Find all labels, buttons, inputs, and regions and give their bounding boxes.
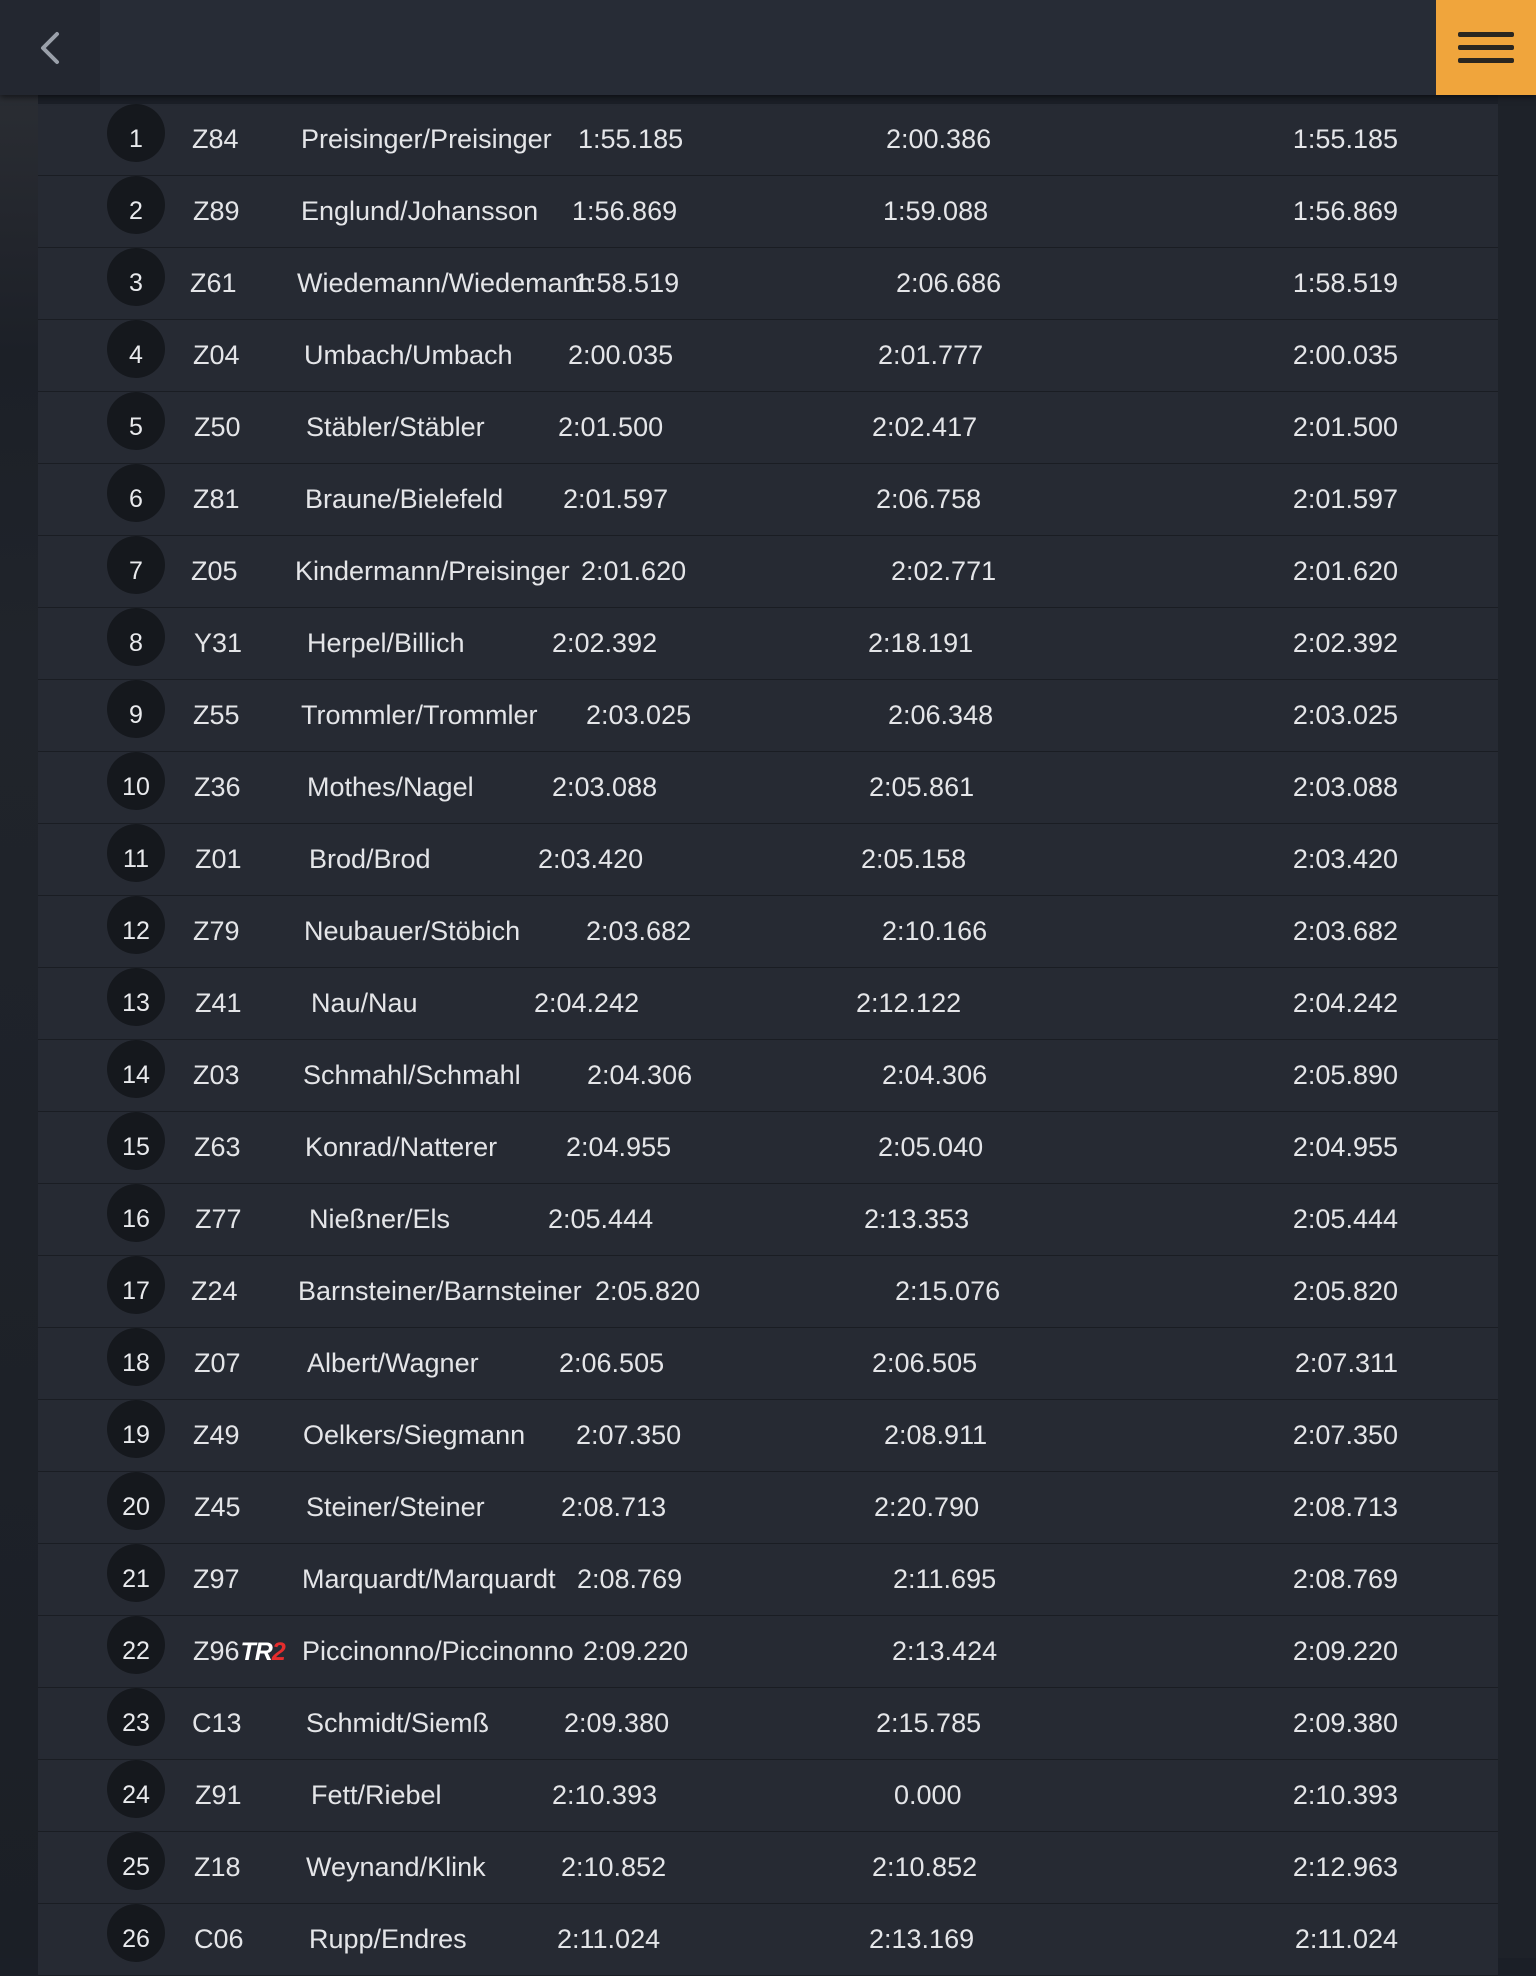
car-number	[190, 248, 237, 319]
driver-names: Albert/Wagner	[307, 1348, 479, 1378]
best-lap-time: 2:00.035	[1292, 340, 1398, 370]
chevron-left-icon	[37, 30, 63, 66]
menu-button[interactable]	[1436, 0, 1536, 95]
driver-names: Stäbler/Stäbler	[306, 412, 485, 442]
best-lap-time: 2:05.444	[1292, 1204, 1398, 1234]
position-badge: 18	[107, 1328, 165, 1386]
lap-time-2: 2:20.790	[874, 1492, 980, 1522]
table-row[interactable]	[38, 1760, 1498, 1832]
lap-time-1: 2:02.392	[552, 628, 658, 658]
car-number-text: C06	[194, 1924, 244, 1954]
driver-names: Herpel/Billich	[307, 628, 465, 658]
best-lap-time: 2:05.820	[1292, 1276, 1398, 1306]
best-lap-time: 2:01.620	[1292, 556, 1398, 586]
lap-time-1: 1:58.519	[574, 268, 680, 298]
car-number-text: Z96	[193, 1636, 240, 1666]
best-lap-time: 2:04.955	[1292, 1132, 1398, 1162]
position-badge: 21	[107, 1544, 165, 1602]
lap-time-2: 2:06.348	[888, 700, 994, 730]
car-number-text: Z24	[191, 1276, 238, 1306]
table-row[interactable]	[38, 824, 1498, 896]
car-number-text: Z03	[193, 1060, 240, 1090]
position-badge: 20	[107, 1472, 165, 1530]
table-row[interactable]	[38, 536, 1498, 608]
position-badge: 25	[107, 1832, 165, 1890]
car-number-text: Z05	[191, 556, 238, 586]
car-number	[193, 896, 240, 967]
lap-time-1: 2:10.852	[561, 1852, 667, 1882]
best-lap-time: 2:02.392	[1292, 628, 1398, 658]
car-number	[194, 1472, 241, 1543]
lap-time-2: 2:01.777	[878, 340, 984, 370]
lap-time-2: 2:08.911	[884, 1420, 988, 1450]
lap-time-2: 2:04.306	[882, 1060, 988, 1090]
lap-time-1: 2:04.242	[534, 988, 640, 1018]
table-row[interactable]	[38, 176, 1498, 248]
driver-names: Marquardt/Marquardt	[302, 1564, 556, 1594]
driver-names: Steiner/Steiner	[306, 1492, 485, 1522]
driver-names: Brod/Brod	[309, 844, 431, 874]
driver-names: Umbach/Umbach	[304, 340, 513, 370]
best-lap-time: 2:03.420	[1292, 844, 1398, 874]
driver-names: Piccinonno/Piccinonno	[302, 1636, 574, 1666]
position-badge: 24	[107, 1760, 165, 1818]
lap-time-2: 2:15.785	[876, 1708, 982, 1738]
driver-names: Englund/Johansson	[301, 196, 539, 226]
lap-time-1: 2:00.035	[568, 340, 674, 370]
lap-time-1: 2:03.088	[552, 772, 658, 802]
background-right	[1498, 95, 1536, 1958]
position-badge: 22	[107, 1616, 165, 1674]
best-lap-time: 1:55.185	[1292, 124, 1398, 154]
lap-time-2: 2:10.166	[882, 916, 988, 946]
position-badge: 15	[107, 1112, 165, 1170]
driver-names: Wiedemann/Wiedemann	[297, 268, 593, 298]
car-number	[192, 104, 239, 175]
driver-names: Weynand/Klink	[306, 1852, 486, 1882]
position-badge: 14	[107, 1040, 165, 1098]
driver-names: Trommler/Trommler	[301, 700, 538, 730]
position-badge: 4	[107, 320, 165, 378]
lap-time-2: 2:02.771	[891, 556, 997, 586]
lap-time-1: 2:08.769	[577, 1564, 683, 1594]
car-number	[195, 824, 242, 895]
table-row[interactable]	[38, 1616, 1498, 1688]
position-badge: 12	[107, 896, 165, 954]
lap-time-2: 2:10.852	[872, 1852, 978, 1882]
position-badge: 6	[107, 464, 165, 522]
car-number	[193, 320, 240, 391]
car-number-text: Z41	[195, 988, 242, 1018]
best-lap-time: 2:07.311	[1294, 1348, 1398, 1378]
lap-time-2: 0.000	[894, 1780, 962, 1810]
car-number-text: Z84	[192, 124, 239, 154]
lap-time-1: 1:55.185	[578, 124, 684, 154]
car-number-text: Z81	[193, 484, 240, 514]
car-number	[193, 1040, 240, 1111]
lap-time-1: 2:04.306	[587, 1060, 693, 1090]
best-lap-time: 2:07.350	[1292, 1420, 1398, 1450]
position-badge: 3	[107, 248, 165, 306]
lap-time-2: 2:06.758	[876, 484, 982, 514]
car-number	[193, 176, 240, 247]
car-number	[192, 1688, 242, 1759]
car-number-text: Z61	[190, 268, 237, 298]
position-badge: 19	[107, 1400, 165, 1458]
best-lap-time: 2:09.220	[1292, 1636, 1398, 1666]
car-number	[194, 1328, 241, 1399]
driver-names: Konrad/Natterer	[305, 1132, 498, 1162]
lap-time-2: 2:00.386	[886, 124, 992, 154]
team-logo-letters: TR	[240, 1638, 272, 1666]
car-number-text: Z55	[193, 700, 240, 730]
position-badge: 7	[107, 536, 165, 594]
best-lap-time: 2:08.769	[1292, 1564, 1398, 1594]
hamburger-menu-icon	[1458, 30, 1514, 66]
back-button[interactable]	[0, 0, 100, 95]
best-lap-time: 2:05.890	[1292, 1060, 1398, 1090]
lap-time-1: 2:05.820	[595, 1276, 701, 1306]
best-lap-time: 2:03.682	[1292, 916, 1398, 946]
driver-names: Neubauer/Stöbich	[304, 916, 521, 946]
lap-time-1: 2:03.420	[538, 844, 644, 874]
car-number-text: Z01	[195, 844, 242, 874]
lap-time-1: 1:56.869	[572, 196, 678, 226]
lap-time-1: 2:03.025	[586, 700, 692, 730]
lap-time-2: 2:06.505	[872, 1348, 978, 1378]
table-row[interactable]	[38, 680, 1498, 752]
driver-names: Kindermann/Preisinger	[295, 556, 570, 586]
position-badge: 23	[107, 1688, 165, 1746]
driver-names: Rupp/Endres	[309, 1924, 467, 1954]
car-number-text: Z36	[194, 772, 241, 802]
car-number	[194, 1832, 241, 1903]
lap-time-1: 2:01.500	[558, 412, 664, 442]
driver-names: Schmahl/Schmahl	[303, 1060, 521, 1090]
position-badge: 2	[107, 176, 165, 234]
car-number	[194, 1904, 244, 1975]
position-badge: 9	[107, 680, 165, 738]
background-left	[0, 95, 38, 1958]
table-row[interactable]	[38, 248, 1498, 320]
car-number-text: Z91	[195, 1780, 242, 1810]
table-row[interactable]	[38, 608, 1498, 680]
car-number	[195, 1184, 242, 1255]
lap-time-1: 2:04.955	[566, 1132, 672, 1162]
table-row[interactable]	[38, 1544, 1498, 1616]
lap-time-1: 2:08.713	[561, 1492, 667, 1522]
position-badge: 26	[107, 1904, 165, 1962]
table-row[interactable]	[38, 1256, 1498, 1328]
results-list	[38, 104, 1498, 1976]
position-badge: 1	[107, 104, 165, 162]
top-bar	[0, 0, 1536, 95]
lap-time-2: 2:02.417	[872, 412, 978, 442]
table-row[interactable]	[38, 1328, 1498, 1400]
best-lap-time: 2:01.597	[1292, 484, 1398, 514]
lap-time-2: 2:12.122	[856, 988, 962, 1018]
best-lap-time: 2:03.025	[1292, 700, 1398, 730]
car-number	[191, 1256, 238, 1327]
position-badge: 11	[107, 824, 165, 882]
car-number-text: Z07	[194, 1348, 241, 1378]
car-number-text: C13	[192, 1708, 242, 1738]
car-number-text: Z77	[195, 1204, 242, 1234]
lap-time-1: 2:09.380	[564, 1708, 670, 1738]
driver-names: Oelkers/Siegmann	[303, 1420, 526, 1450]
position-badge: 8	[107, 608, 165, 666]
lap-time-1: 2:05.444	[548, 1204, 654, 1234]
car-number	[193, 680, 240, 751]
lap-time-1: 2:06.505	[559, 1348, 665, 1378]
car-number-text: Z50	[194, 412, 241, 442]
table-row[interactable]	[38, 1832, 1498, 1904]
lap-time-1: 2:07.350	[576, 1420, 682, 1450]
table-row[interactable]	[38, 1904, 1498, 1976]
car-number-text: Z97	[193, 1564, 240, 1594]
best-lap-time: 2:12.963	[1292, 1852, 1398, 1882]
table-row[interactable]	[38, 1472, 1498, 1544]
lap-time-1: 2:11.024	[557, 1924, 661, 1954]
driver-names: Barnsteiner/Barnsteiner	[298, 1276, 582, 1306]
best-lap-time: 2:03.088	[1292, 772, 1398, 802]
lap-time-1: 2:03.682	[586, 916, 692, 946]
car-number-text: Z79	[193, 916, 240, 946]
car-number-text: Z89	[193, 196, 240, 226]
driver-names: Nießner/Els	[309, 1204, 451, 1234]
best-lap-time: 2:04.242	[1292, 988, 1398, 1018]
lap-time-2: 2:13.353	[864, 1204, 970, 1234]
best-lap-time: 2:08.713	[1292, 1492, 1398, 1522]
table-row[interactable]	[38, 1040, 1498, 1112]
car-number	[194, 1112, 241, 1183]
car-number	[193, 1544, 240, 1615]
driver-names: Schmidt/Siemß	[306, 1708, 490, 1738]
driver-names: Preisinger/Preisinger	[301, 124, 552, 154]
car-number-text: Y31	[194, 628, 243, 658]
lap-time-1: 2:01.597	[563, 484, 669, 514]
car-number	[193, 1400, 240, 1471]
lap-time-2: 2:05.158	[861, 844, 967, 874]
table-row[interactable]	[38, 1688, 1498, 1760]
best-lap-time: 2:10.393	[1292, 1780, 1398, 1810]
lap-time-2: 2:13.424	[892, 1636, 998, 1666]
car-number	[194, 392, 241, 463]
car-number-text: Z18	[194, 1852, 241, 1882]
best-lap-time: 2:01.500	[1292, 412, 1398, 442]
best-lap-time: 2:09.380	[1292, 1708, 1398, 1738]
table-row[interactable]	[38, 968, 1498, 1040]
car-number	[195, 1760, 242, 1831]
lap-time-2: 2:05.861	[869, 772, 975, 802]
car-number-text: Z04	[193, 340, 240, 370]
driver-names: Mothes/Nagel	[307, 772, 474, 802]
best-lap-time: 1:58.519	[1292, 268, 1398, 298]
table-row[interactable]	[38, 392, 1498, 464]
team-logo	[241, 1617, 285, 1688]
car-number	[194, 752, 241, 823]
lap-time-2: 2:18.191	[868, 628, 974, 658]
lap-time-2: 2:11.695	[893, 1564, 997, 1594]
table-row[interactable]	[38, 1112, 1498, 1184]
position-badge: 10	[107, 752, 165, 810]
best-lap-time: 2:11.024	[1294, 1924, 1398, 1954]
car-number	[193, 1616, 285, 1688]
car-number	[195, 968, 242, 1039]
car-number	[194, 608, 242, 679]
lap-time-2: 2:13.169	[869, 1924, 975, 1954]
car-number	[193, 464, 240, 535]
table-row[interactable]	[38, 320, 1498, 392]
position-badge: 17	[107, 1256, 165, 1314]
car-number-text: Z63	[194, 1132, 241, 1162]
position-badge: 16	[107, 1184, 165, 1242]
driver-names: Nau/Nau	[311, 988, 418, 1018]
best-lap-time: 1:56.869	[1292, 196, 1398, 226]
car-number-text: Z49	[193, 1420, 240, 1450]
driver-names: Braune/Bielefeld	[305, 484, 504, 514]
car-number	[191, 536, 238, 607]
lap-time-2: 2:06.686	[896, 268, 1002, 298]
car-number-text: Z45	[194, 1492, 241, 1522]
driver-names: Fett/Riebel	[311, 1780, 442, 1810]
lap-time-2: 2:05.040	[878, 1132, 984, 1162]
lap-time-1: 2:09.220	[583, 1636, 689, 1666]
lap-time-2: 1:59.088	[883, 196, 989, 226]
lap-time-1: 2:10.393	[552, 1780, 658, 1810]
position-badge: 5	[107, 392, 165, 450]
lap-time-2: 2:15.076	[895, 1276, 1001, 1306]
lap-time-1: 2:01.620	[581, 556, 687, 586]
table-row[interactable]	[38, 1400, 1498, 1472]
table-row[interactable]	[38, 1184, 1498, 1256]
table-row[interactable]	[38, 752, 1498, 824]
table-row[interactable]	[38, 896, 1498, 968]
position-badge: 13	[107, 968, 165, 1026]
table-row[interactable]	[38, 464, 1498, 536]
table-row[interactable]	[38, 104, 1498, 176]
team-logo-number: 2	[271, 1638, 285, 1666]
